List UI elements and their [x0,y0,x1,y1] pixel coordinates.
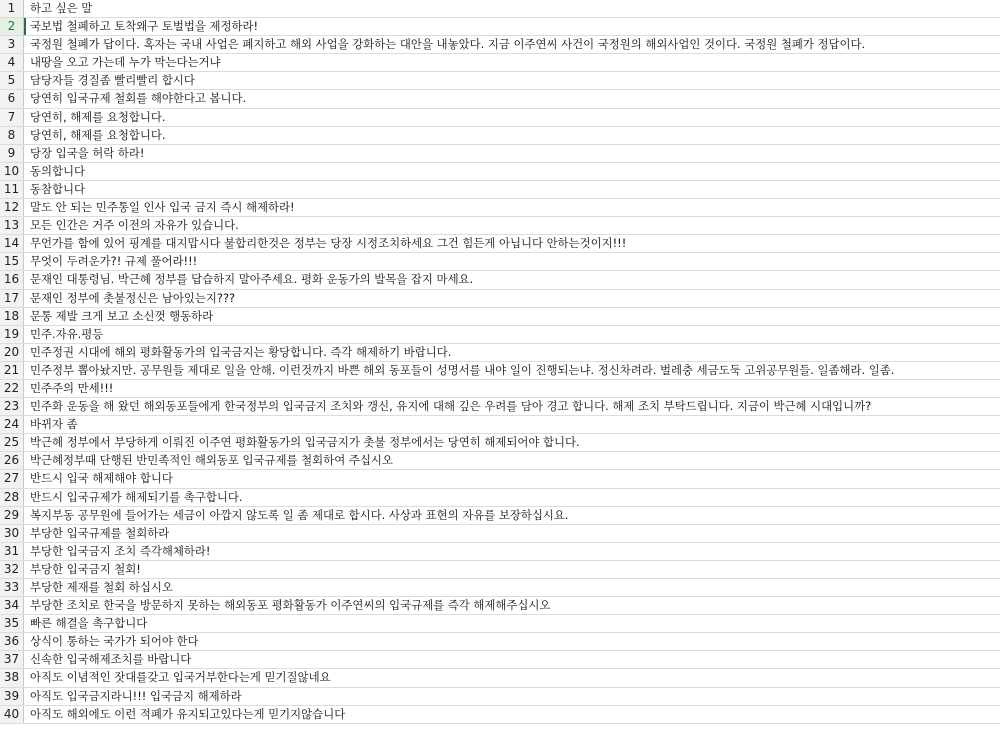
row-number[interactable]: 16 [0,271,24,288]
table-row[interactable] [0,326,1000,344]
cell-a[interactable]: 국정원 철폐가 답이다. 혹자는 국내 사업은 폐지하고 해외 사업을 강화하는 대안을 내놓았다. 지금 이주연씨 사건이 국정원의 해외사업인 것이다. 국정원 철폐가 정답이다. [30,37,866,52]
row-number[interactable]: 12 [0,199,24,216]
table-row[interactable] [0,452,1000,470]
cell-a[interactable]: 당연히, 해제를 요청합니다. [30,127,166,142]
row-number[interactable]: 5 [0,72,24,89]
row-number[interactable]: 24 [0,416,24,433]
row-number[interactable]: 26 [0,452,24,469]
table-row[interactable] [0,90,1000,108]
row-number[interactable]: 10 [0,163,24,180]
table-row[interactable] [0,308,1000,326]
row-number[interactable]: 25 [0,434,24,451]
row-number[interactable]: 23 [0,398,24,415]
row-number[interactable]: 40 [0,706,24,723]
row-number[interactable]: 37 [0,651,24,668]
table-row[interactable] [0,669,1000,687]
row-number[interactable]: 7 [0,109,24,126]
cell-a[interactable]: 바뀌자 좀 [30,417,78,432]
row-number[interactable]: 28 [0,489,24,506]
row-number[interactable]: 30 [0,525,24,542]
row-number[interactable]: 33 [0,579,24,596]
row-number[interactable]: 19 [0,326,24,343]
table-row[interactable] [0,470,1000,488]
cell-a[interactable]: 부당한 입국금지 철회! [30,561,141,576]
cell-a[interactable]: 박근혜정부때 단행된 반민족적인 해외동포 입국규제를 철회하여 주십시오 [30,453,393,468]
cell-a[interactable]: 민주.자유.평등 [30,326,104,341]
cell-a[interactable]: 내땅을 오고 가는데 누가 막는다는거냐 [30,55,221,70]
table-row[interactable] [0,290,1000,308]
table-row[interactable] [0,489,1000,507]
row-number[interactable]: 35 [0,615,24,632]
table-row[interactable] [0,18,1000,36]
cell-a[interactable]: 문재인 대통령님. 박근혜 정부를 답습하지 말아주세요. 평화 운동가의 발목을 잡지 마세요. [30,272,474,287]
row-number[interactable]: 29 [0,507,24,524]
row-number[interactable]: 34 [0,597,24,614]
table-row[interactable] [0,380,1000,398]
table-row[interactable] [0,163,1000,181]
row-number[interactable]: 17 [0,290,24,307]
row-number[interactable]: 6 [0,90,24,107]
table-row[interactable] [0,181,1000,199]
table-row[interactable] [0,688,1000,706]
table-row[interactable] [0,127,1000,145]
cell-a[interactable]: 반드시 입국규제가 해제되기를 촉구합니다. [30,489,243,504]
cell-a[interactable]: 당연히 입국규제 철회를 해야한다고 봅니다. [30,91,247,106]
table-row[interactable] [0,271,1000,289]
row-number[interactable]: 18 [0,308,24,325]
table-row[interactable] [0,633,1000,651]
row-number[interactable]: 15 [0,253,24,270]
cell-a[interactable]: 아직도 해외에도 이런 적폐가 유지되고있다는게 믿기지않습니다 [30,706,346,721]
cell-a[interactable]: 민주정권 시대에 해외 평화활동가의 입국금지는 황당합니다. 즉각 해제하기 바랍니다. [30,344,452,359]
table-row[interactable] [0,145,1000,163]
row-number[interactable]: 1 [0,0,24,17]
cell-a[interactable]: 부당한 조치로 한국을 방문하지 못하는 해외동포 평화활동가 이주연씨의 입국규제를 즉각 해제해주십시오 [30,598,551,613]
table-row[interactable] [0,235,1000,253]
cell-a[interactable]: 민주정부 뽑아놨지만. 공무원들 제대로 일을 안해. 이런것까지 바쁜 해외 동포들이 성명서를 내야 일이 진행되는냐. 정신차려라. 벌레충 세금도둑 고위공무원들. 일좀해라. 일좀. [30,362,895,377]
table-row[interactable] [0,109,1000,127]
table-row[interactable] [0,615,1000,633]
row-number[interactable]: 31 [0,543,24,560]
cell-a[interactable]: 동의합니다 [30,163,86,178]
row-number[interactable]: 3 [0,36,24,53]
table-row[interactable] [0,579,1000,597]
table-row[interactable] [0,507,1000,525]
table-row[interactable] [0,36,1000,54]
cell-a[interactable]: 박근혜 정부에서 부당하게 이뤄진 이주연 평화활동가의 입국금지가 촛불 정부에서는 당연히 해제되어야 합니다. [30,435,580,450]
cell-a[interactable]: 당장 입국을 허락 하라! [30,145,145,160]
cell-a[interactable]: 당연히, 해제를 요청합니다. [30,109,166,124]
table-row[interactable] [0,398,1000,416]
row-number[interactable]: 8 [0,127,24,144]
cell-a[interactable]: 부당한 제재를 철회 하십시오 [30,580,173,594]
row-number[interactable]: 36 [0,633,24,650]
row-number[interactable]: 11 [0,181,24,198]
cell-a[interactable]: 신속한 입국해제조치를 바랍니다 [30,652,192,667]
row-number[interactable]: 13 [0,217,24,234]
table-row[interactable] [0,651,1000,669]
cell-a[interactable]: 반드시 입국 해제해야 합니다 [30,471,173,486]
row-number[interactable]: 2 [0,18,24,35]
cell-a[interactable]: 담당자들 경질좀 빨리빨리 합시다 [30,73,195,88]
cell-a[interactable]: 문재인 정부에 촛불정신은 남아있는지??? [30,290,236,305]
row-number[interactable]: 38 [0,669,24,686]
row-number[interactable]: 21 [0,362,24,379]
cell-a[interactable]: 동참합니다 [30,181,86,196]
table-row[interactable] [0,199,1000,217]
cell-a[interactable]: 하고 싶은 말 [30,1,93,15]
cell-a[interactable]: 민주화 운동을 해 왔던 해외동포들에게 한국정부의 입국금지 조치와 갱신, 유지에 대해 깊은 우려를 담아 경고 합니다. 해제 조치 부탁드립니다. 지금이 박근혜 시대입니까? [30,399,872,414]
cell-a[interactable]: 무언가를 함에 있어 핑계를 대지맙시다 불합리한것은 정부는 당장 시정조치하세요 그건 힘든게 아닙니다 안하는것이지!!! [30,236,627,251]
cell-a[interactable]: 모든 인간은 거주 이전의 자유가 있습니다. [30,218,239,233]
row-number[interactable]: 9 [0,145,24,162]
cell-a[interactable]: 상식이 통하는 국가가 되어야 한다 [30,634,199,649]
table-row[interactable] [0,561,1000,579]
table-row[interactable] [0,416,1000,434]
cell-a[interactable]: 문통 제발 크게 보고 소신껏 행동하라 [30,308,214,323]
row-number[interactable]: 32 [0,561,24,578]
row-number[interactable]: 20 [0,344,24,361]
table-row[interactable] [0,54,1000,72]
cell-a[interactable]: 부당한 입국금지 조치 즉각해체하라! [30,543,211,558]
cell-a[interactable]: 복지부동 공무원에 들어가는 세금이 아깝지 않도록 일 좀 제대로 합시다. 사상과 표현의 자유를 보장하십시요. [30,507,569,522]
table-row[interactable] [0,543,1000,561]
table-row[interactable] [0,72,1000,90]
cell-a[interactable]: 말도 안 되는 민주통일 인사 입국 금지 즉시 해제하라! [30,200,295,215]
table-row[interactable] [0,597,1000,615]
cell-a[interactable]: 무엇이 두려운가?! 규제 풀어라!!! [30,254,198,269]
cell-a[interactable]: 아직도 이념적인 잣대를갖고 입국거부한다는게 믿기질않네요 [30,670,331,685]
cell-a[interactable]: 빠른 해결을 촉구합니다 [30,616,148,631]
cell-a[interactable]: 국보법 철폐하고 토착왜구 토벌법을 제정하라! [24,18,1000,35]
table-row[interactable] [0,217,1000,235]
table-row[interactable] [0,434,1000,452]
cell-a[interactable]: 아직도 입국금지라니!!! 입국금지 해제하라 [30,688,242,703]
row-number[interactable]: 14 [0,235,24,252]
table-row[interactable] [0,362,1000,380]
table-row[interactable] [0,344,1000,362]
row-number[interactable]: 39 [0,688,24,705]
cell-a[interactable]: 민주주의 만세!!! [30,380,114,395]
cell-a[interactable]: 부당한 입국규제를 철회하라 [30,525,170,540]
table-row[interactable] [0,0,1000,18]
table-row[interactable] [0,253,1000,271]
row-number[interactable]: 22 [0,380,24,397]
row-number[interactable]: 4 [0,54,24,71]
row-number[interactable]: 27 [0,470,24,487]
table-row[interactable] [0,525,1000,543]
table-row[interactable] [0,706,1000,724]
